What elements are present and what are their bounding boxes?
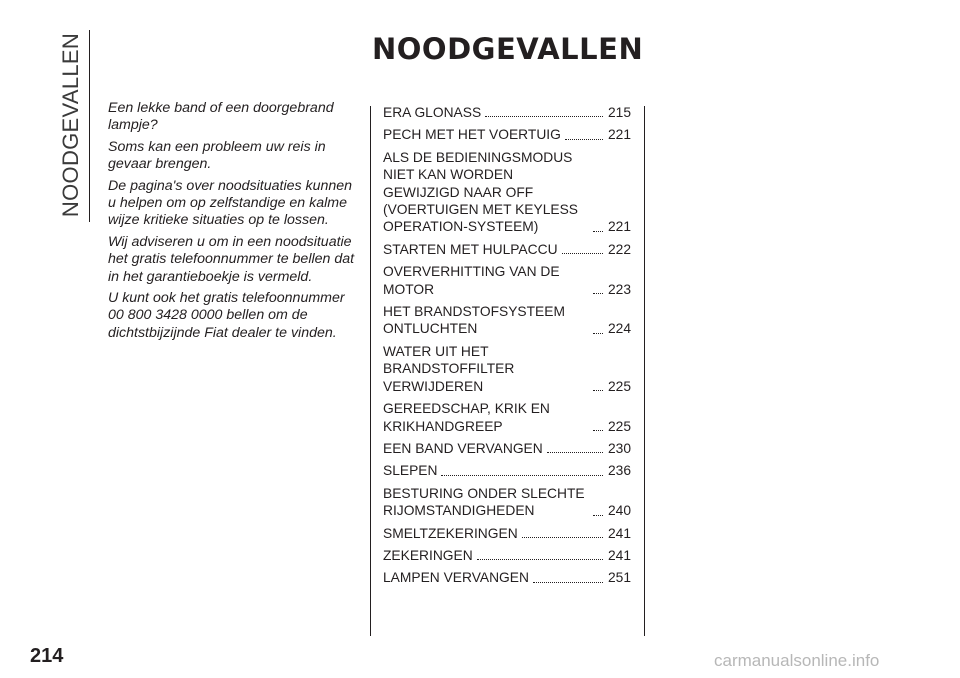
intro-paragraph: U kunt ook het gratis telefoonnummer 00 800 3428 0000 bellen om de dichtstbijzijnde Fiat dealer te vinden. bbox=[108, 290, 345, 341]
toc-entry-page: 223 bbox=[607, 281, 631, 297]
toc-entry-page: 251 bbox=[607, 570, 631, 586]
toc-entry-title: ALS DE BEDIENINGSMODUS NIET KAN WORDEN GEWIJZIGD NAAR OFF (VOERTUIGEN MET KEYLESS OPERATION-SYSTEEM) bbox=[383, 149, 578, 235]
toc-entry-title: ERA GLONASS bbox=[383, 105, 482, 120]
toc-leader-dots bbox=[547, 452, 603, 453]
toc-leader-dots bbox=[562, 253, 603, 254]
toc-entry-page: 215 bbox=[607, 105, 631, 120]
toc-entry[interactable] bbox=[383, 263, 631, 298]
toc-entry-title: ZEKERINGEN bbox=[383, 547, 473, 563]
toc-entry[interactable] bbox=[383, 569, 631, 586]
toc-entry-title: BESTURING ONDER SLECHTE RIJOMSTANDIGHEDEN bbox=[383, 485, 585, 519]
toc-entry[interactable] bbox=[383, 525, 631, 542]
toc-entry[interactable] bbox=[383, 400, 631, 435]
toc-entry-page: 241 bbox=[607, 525, 631, 541]
toc-entry-title: EEN BAND VERVANGEN bbox=[383, 440, 543, 456]
toc-entry-title: PECH MET HET VOERTUIG bbox=[383, 127, 561, 143]
page-number: 214 bbox=[30, 645, 64, 667]
toc-entry[interactable] bbox=[383, 343, 631, 395]
toc-leader-dots bbox=[593, 515, 603, 516]
toc-entry-title: LAMPEN VERVANGEN bbox=[383, 570, 529, 586]
toc-entry-page: 225 bbox=[607, 378, 631, 394]
toc-entry-page: 221 bbox=[607, 219, 631, 235]
intro-text bbox=[108, 100, 356, 346]
toc-entry-title: SLEPEN bbox=[383, 463, 438, 479]
intro-paragraph: De pagina's over noodsituaties kunnen u helpen om op zelfstandige en kalme wijze kritieke situaties op te lossen. bbox=[108, 177, 353, 229]
toc-leader-dots bbox=[593, 293, 603, 294]
toc-leader-dots bbox=[477, 559, 603, 560]
toc-right-divider bbox=[644, 106, 645, 636]
toc-entry[interactable] bbox=[383, 126, 631, 143]
toc-entry-page: 241 bbox=[607, 547, 631, 563]
toc-entry-page: 236 bbox=[607, 463, 631, 479]
toc-leader-dots bbox=[593, 231, 603, 232]
section-side-tab-label: NOODGEVALLEN bbox=[58, 32, 84, 218]
toc-entry-page: 222 bbox=[607, 241, 631, 257]
toc-entry[interactable] bbox=[383, 462, 631, 479]
table-of-contents bbox=[383, 104, 631, 592]
toc-entry-title: SMELTZEKERINGEN bbox=[383, 525, 518, 541]
watermark: carmanualsonline.info bbox=[714, 651, 880, 670]
toc-entry[interactable] bbox=[383, 303, 631, 338]
toc-entry-page: 225 bbox=[607, 418, 631, 434]
toc-entry-title: STARTEN MET HULPACCU bbox=[383, 241, 558, 257]
toc-entry[interactable] bbox=[383, 485, 631, 520]
toc-leader-dots bbox=[593, 333, 603, 334]
toc-leader-dots bbox=[593, 390, 603, 391]
section-side-tab bbox=[60, 30, 82, 220]
toc-entry-title: OVERVERHITTING VAN DE MOTOR bbox=[383, 264, 560, 297]
toc-entry[interactable] bbox=[383, 104, 631, 121]
toc-entry-page: 224 bbox=[607, 321, 631, 337]
toc-entry-page: 221 bbox=[607, 127, 631, 143]
toc-entry-title: HET BRANDSTOFSYSTEEM ONTLUCHTEN bbox=[383, 304, 565, 337]
toc-entry-title: GEREEDSCHAP, KRIK EN KRIKHANDGREEP bbox=[383, 401, 550, 434]
toc-leader-dots bbox=[441, 475, 603, 476]
toc-leader-dots bbox=[522, 537, 603, 538]
toc-entry-page: 230 bbox=[607, 440, 631, 456]
toc-leader-dots bbox=[485, 116, 603, 117]
toc-entry[interactable] bbox=[383, 440, 631, 457]
toc-entry[interactable] bbox=[383, 241, 631, 258]
toc-left-divider bbox=[370, 106, 371, 636]
intro-paragraph: Wij adviseren u om in een noodsituatie het gratis telefoonnummer te bellen dat in het garantieboekje is vermeld. bbox=[108, 233, 355, 285]
toc-leader-dots bbox=[593, 430, 603, 431]
toc-entry[interactable] bbox=[383, 547, 631, 564]
toc-entry-title: WATER UIT HET BRANDSTOFFILTER VERWIJDEREN bbox=[383, 343, 515, 394]
side-tab-divider bbox=[89, 30, 90, 222]
intro-paragraph: Soms kan een probleem uw reis in gevaar brengen. bbox=[108, 138, 326, 173]
toc-entry[interactable] bbox=[383, 149, 631, 236]
toc-leader-dots bbox=[565, 139, 603, 140]
toc-entry-page: 240 bbox=[607, 503, 631, 519]
intro-paragraph: Een lekke band of een doorgebrand lampje? bbox=[108, 100, 334, 134]
toc-leader-dots bbox=[533, 582, 603, 583]
page-title: NOODGEVALLEN bbox=[372, 32, 644, 66]
